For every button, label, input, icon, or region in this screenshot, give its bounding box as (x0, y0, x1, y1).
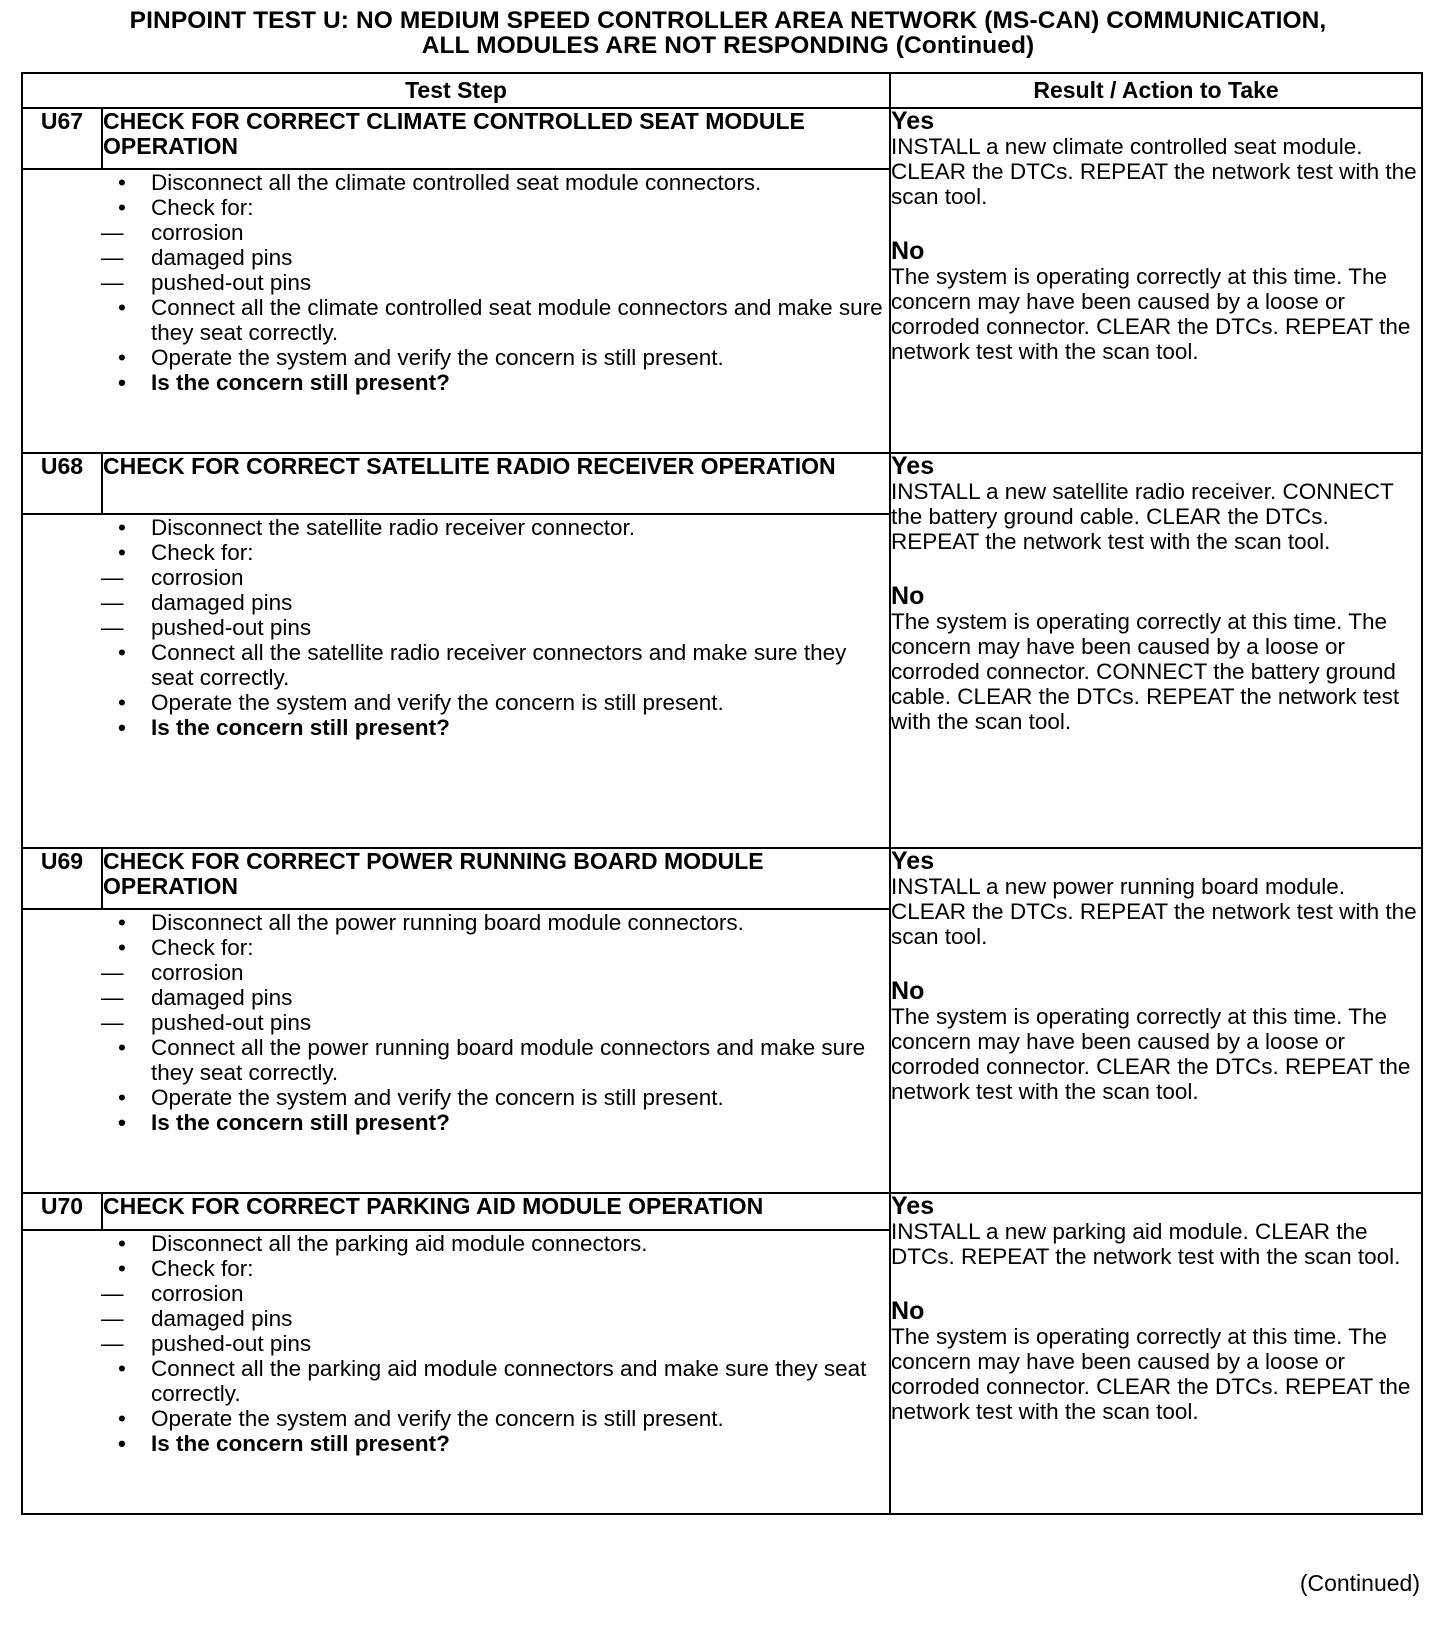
step-result (890, 453, 1422, 848)
check-item (101, 985, 889, 1010)
step-result (890, 1193, 1422, 1514)
instruction-list (23, 515, 889, 740)
step-body (22, 1230, 890, 1514)
yes-action: INSTALL a new power running board module. CLEAR the DTCs. REPEAT the network test with the scan tool. (891, 874, 1417, 949)
yes-action: INSTALL a new parking aid module. CLEAR the DTCs. REPEAT the network test with the scan tool. (891, 1219, 1401, 1269)
yes-action: INSTALL a new satellite radio receiver. CONNECT the battery ground cable. CLEAR the DTCs. REPEAT the network test with the scan tool. (891, 479, 1394, 554)
bullet-icon: • (118, 1431, 126, 1456)
check-item-text: corrosion (151, 220, 244, 245)
step-instruction (23, 1035, 889, 1085)
page-title (0, 8, 1456, 58)
bullet-icon: • (118, 1085, 126, 1110)
dash-icon: — (101, 615, 124, 640)
instruction-text: Operate the system and verify the concern is still present. (151, 1085, 724, 1110)
check-list (101, 960, 889, 1035)
instruction-text: Connect all the climate controlled seat module connectors and make sure they seat correctly. (151, 295, 883, 345)
bullet-icon: • (118, 1231, 126, 1256)
dash-icon: — (101, 590, 124, 615)
instruction-text: Operate the system and verify the concern is still present. (151, 1406, 724, 1431)
check-item-text: damaged pins (151, 1306, 293, 1331)
dash-icon: — (101, 1306, 124, 1331)
bullet-icon: • (118, 1256, 126, 1281)
bullet-icon: • (118, 1406, 126, 1431)
dash-icon: — (101, 270, 124, 295)
page-title-line1: PINPOINT TEST U: NO MEDIUM SPEED CONTROLLER AREA NETWORK (MS-CAN) COMMUNICATION, (129, 7, 1327, 34)
instruction-text: Check for: (151, 195, 254, 220)
bullet-icon: • (118, 540, 126, 565)
bullet-icon: • (118, 170, 126, 195)
step-title-row (22, 848, 1422, 909)
step-instruction (23, 515, 889, 540)
step-body (22, 169, 890, 453)
instruction-text: Is the concern still present? (151, 1110, 450, 1135)
no-label: No (891, 977, 925, 1005)
bullet-icon: • (118, 515, 126, 540)
check-item (101, 270, 889, 295)
step-body (22, 909, 890, 1193)
step-instruction (23, 540, 889, 640)
yes-label: Yes (891, 107, 935, 135)
instruction-text: Check for: (151, 540, 254, 565)
bullet-icon: • (118, 295, 126, 320)
dash-icon: — (101, 985, 124, 1010)
step-instruction (23, 1085, 889, 1110)
dash-icon: — (101, 245, 124, 270)
bullet-icon: • (118, 1035, 126, 1060)
check-item (101, 1306, 889, 1331)
instruction-text: Operate the system and verify the concern is still present. (151, 690, 724, 715)
check-item-text: pushed-out pins (151, 615, 312, 640)
check-item-text: corrosion (151, 960, 244, 985)
step-title: CHECK FOR CORRECT PARKING AID MODULE OPERATION (102, 1193, 890, 1230)
step-question (23, 370, 889, 395)
instruction-text: Is the concern still present? (151, 1431, 450, 1456)
step-instruction (23, 640, 889, 690)
continued-label: (Continued) (1299, 1570, 1420, 1596)
step-title: CHECK FOR CORRECT POWER RUNNING BOARD MODULE OPERATION (102, 848, 890, 909)
step-id: U69 (22, 848, 102, 909)
instruction-text: Check for: (151, 1256, 254, 1281)
column-header-test-step: Test Step (22, 73, 890, 108)
check-item-text: damaged pins (151, 590, 293, 615)
check-item-text: corrosion (151, 1281, 244, 1306)
bullet-icon: • (118, 910, 126, 935)
step-instruction (23, 935, 889, 1035)
pinpoint-test-table (21, 72, 1423, 1515)
step-result (890, 848, 1422, 1193)
bullet-icon: • (118, 715, 126, 740)
step-question (23, 715, 889, 740)
no-action: The system is operating correctly at this time. The concern may have been caused by a loose or corroded connector. CLEAR the DTCs. REPEAT the network test with the scan tool. (891, 1324, 1411, 1424)
check-item (101, 565, 889, 590)
instruction-text: Check for: (151, 935, 254, 960)
check-item-text: damaged pins (151, 985, 293, 1010)
check-item-text: pushed-out pins (151, 1010, 312, 1035)
step-title: CHECK FOR CORRECT SATELLITE RADIO RECEIVER OPERATION (102, 453, 890, 514)
step-title-row (22, 108, 1422, 169)
instruction-text: Disconnect all the power running board module connectors. (151, 910, 744, 935)
dash-icon: — (101, 1331, 124, 1356)
no-action: The system is operating correctly at this time. The concern may have been caused by a loose or corroded connector. CLEAR the DTCs. REPEAT the network test with the scan tool. (891, 264, 1411, 364)
step-title: CHECK FOR CORRECT CLIMATE CONTROLLED SEAT MODULE OPERATION (102, 108, 890, 169)
step-instruction (23, 1356, 889, 1406)
check-list (101, 1281, 889, 1356)
dash-icon: — (101, 1281, 124, 1306)
dash-icon: — (101, 565, 124, 590)
instruction-text: Disconnect all the parking aid module connectors. (151, 1231, 648, 1256)
step-result (890, 108, 1422, 453)
check-item (101, 1010, 889, 1035)
instruction-text: Connect all the power running board module connectors and make sure they seat correctly. (151, 1035, 866, 1085)
bullet-icon: • (118, 345, 126, 370)
step-question (23, 1431, 889, 1456)
step-instruction (23, 1231, 889, 1256)
instruction-list (23, 1231, 889, 1456)
check-item-text: damaged pins (151, 245, 293, 270)
check-item-text: pushed-out pins (151, 270, 312, 295)
no-label: No (891, 582, 925, 610)
instruction-text: Connect all the satellite radio receiver connectors and make sure they seat correctly. (151, 640, 847, 690)
instruction-text: Is the concern still present? (151, 715, 450, 740)
check-list (101, 565, 889, 640)
instruction-list (23, 170, 889, 395)
step-instruction (23, 170, 889, 195)
check-item (101, 245, 889, 270)
instruction-text: Operate the system and verify the concern is still present. (151, 345, 724, 370)
step-instruction (23, 690, 889, 715)
check-list (101, 220, 889, 295)
check-item (101, 1331, 889, 1356)
bullet-icon: • (118, 195, 126, 220)
step-title-row (22, 1193, 1422, 1230)
instruction-text: Disconnect all the climate controlled seat module connectors. (151, 170, 762, 195)
yes-action: INSTALL a new climate controlled seat module. CLEAR the DTCs. REPEAT the network test with the scan tool. (891, 134, 1417, 209)
check-item-text: corrosion (151, 565, 244, 590)
column-header-result: Result / Action to Take (890, 73, 1422, 108)
dash-icon: — (101, 960, 124, 985)
table-header-row (22, 73, 1422, 108)
bullet-icon: • (118, 935, 126, 960)
step-instruction (23, 345, 889, 370)
check-item (101, 615, 889, 640)
step-body (22, 514, 890, 848)
check-item (101, 960, 889, 985)
step-instruction (23, 195, 889, 295)
instruction-text: Disconnect the satellite radio receiver connector. (151, 515, 636, 540)
no-label: No (891, 237, 925, 265)
dash-icon: — (101, 220, 124, 245)
instruction-text: Connect all the parking aid module connectors and make sure they seat correctly. (151, 1356, 867, 1406)
step-id: U67 (22, 108, 102, 169)
step-instruction (23, 1406, 889, 1431)
step-question (23, 1110, 889, 1135)
check-item (101, 590, 889, 615)
no-action: The system is operating correctly at this time. The concern may have been caused by a loose or corroded connector. CONNECT the battery ground cable. CLEAR the DTCs. REPEAT the network test with the scan tool. (891, 609, 1400, 734)
check-item (101, 1281, 889, 1306)
bullet-icon: • (118, 1110, 126, 1135)
step-id: U70 (22, 1193, 102, 1230)
steps-body (22, 108, 1422, 1514)
bullet-icon: • (118, 1356, 126, 1381)
step-instruction (23, 295, 889, 345)
instruction-list (23, 910, 889, 1135)
page-title-line2: ALL MODULES ARE NOT RESPONDING (Continued) (421, 32, 1035, 59)
check-item-text: pushed-out pins (151, 1331, 312, 1356)
step-id: U68 (22, 453, 102, 514)
instruction-text: Is the concern still present? (151, 370, 450, 395)
bullet-icon: • (118, 370, 126, 395)
yes-label: Yes (891, 452, 935, 480)
yes-label: Yes (891, 1192, 935, 1220)
step-instruction (23, 1256, 889, 1356)
step-instruction (23, 910, 889, 935)
check-item (101, 220, 889, 245)
dash-icon: — (101, 1010, 124, 1035)
bullet-icon: • (118, 690, 126, 715)
step-title-row (22, 453, 1422, 514)
no-action: The system is operating correctly at this time. The concern may have been caused by a loose or corroded connector. CLEAR the DTCs. REPEAT the network test with the scan tool. (891, 1004, 1411, 1104)
no-label: No (891, 1297, 925, 1325)
bullet-icon: • (118, 640, 126, 665)
yes-label: Yes (891, 847, 935, 875)
